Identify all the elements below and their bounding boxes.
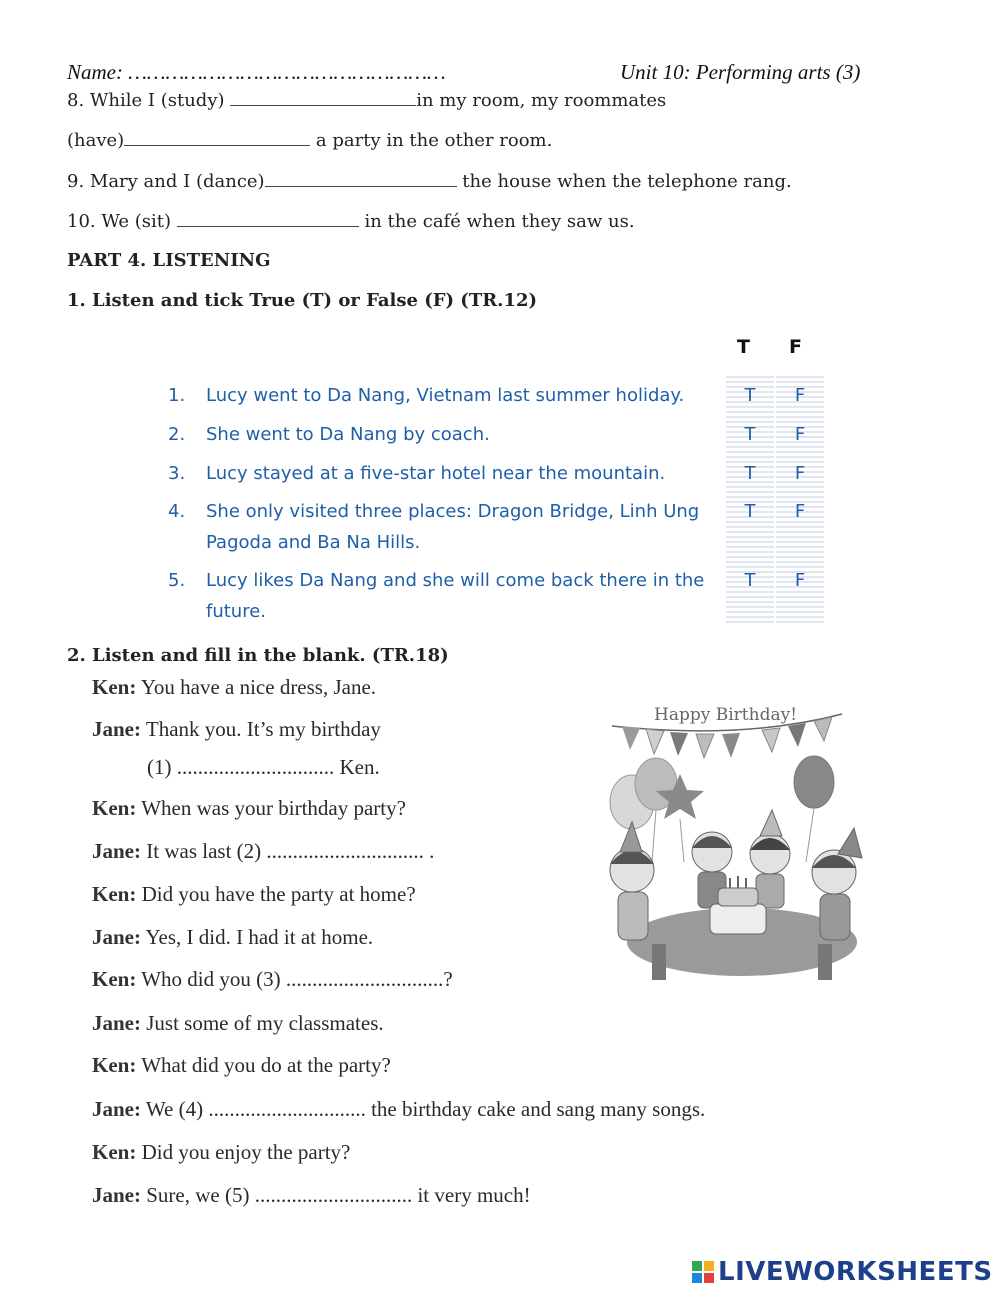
dialogue-line [92, 1011, 384, 1036]
dialogue-line [92, 1140, 350, 1165]
answer-blank-8b[interactable] [124, 129, 310, 146]
question-8-line-2 [67, 129, 552, 151]
dialogue-text: We (4) .............................. the birthday cake and sang many songs. [145, 1097, 706, 1121]
speaker-label: Ken: [92, 1140, 137, 1164]
question-8-line-1 [67, 89, 666, 111]
speaker-label: Ken: [92, 1053, 137, 1077]
tf-item-2 [168, 424, 490, 445]
tf-item-text: She went to Da Nang by coach. [206, 424, 490, 445]
dialogue-line [92, 675, 376, 700]
tf-item-text: Lucy likes Da Nang and she will come back there in the [206, 570, 705, 591]
balloon [794, 756, 834, 808]
dialogue-text: Yes, I did. I had it at home. [145, 925, 374, 949]
speaker-label: Jane: [92, 1097, 141, 1121]
question-10-text-b: in the café when they saw us. [358, 211, 635, 232]
dialogue-text: Who did you (3) ..............................? [141, 967, 453, 991]
dialogue-text: Thank you. It’s my birthday [145, 717, 381, 741]
answer-blank-10[interactable] [177, 210, 359, 227]
tf-item-2-false-option[interactable]: F [794, 424, 806, 445]
speaker-label: Jane: [92, 717, 141, 741]
speaker-label: Ken: [92, 675, 137, 699]
dialogue-line-blank-3[interactable] [92, 967, 453, 992]
banner-text: Happy Birthday! [654, 705, 798, 725]
tf-item-4-continuation: Pagoda and Ba Na Hills. [206, 532, 421, 553]
question-8-text-b: in my room, my roommates [416, 90, 667, 111]
exercise-1-title: 1. Listen and tick True (T) or False (F) (TR.12) [67, 290, 538, 311]
birthday-party-illustration [592, 692, 892, 992]
tf-item-number: 1. [168, 385, 186, 406]
answer-blank-8a[interactable] [230, 89, 416, 106]
tf-item-text: She only visited three places: Dragon Bridge, Linh Ung [206, 501, 700, 522]
unit-title: Unit 10: Performing arts (3) [620, 60, 861, 84]
speaker-label: Jane: [92, 839, 141, 863]
dialogue-line-blank-2[interactable] [92, 839, 434, 864]
dialogue-text: When was your birthday party? [141, 796, 406, 820]
dialogue-text: It was last (2) .............................. . [146, 839, 435, 863]
tf-item-number: 2. [168, 424, 186, 445]
tf-item-1-false-option[interactable]: F [794, 385, 806, 406]
dialogue-line-blank-1[interactable] [147, 755, 380, 780]
tf-item-text: Lucy went to Da Nang, Vietnam last summer holiday. [206, 385, 685, 406]
dialogue-text: Sure, we (5) .............................. it very much! [146, 1183, 531, 1207]
child-figure-right [812, 828, 862, 940]
dialogue-line [92, 882, 416, 907]
dialogue-text: (1) .............................. Ken. [147, 755, 380, 779]
tf-item-number: 4. [168, 501, 186, 522]
liveworksheets-logo-icon [692, 1261, 714, 1283]
name-field-label: Name: …………………………………………… [67, 60, 446, 84]
liveworksheets-logo[interactable] [692, 1257, 993, 1287]
dialogue-line [92, 717, 381, 742]
speaker-label: Ken: [92, 967, 137, 991]
tf-item-text: Lucy stayed at a five-star hotel near the mountain. [206, 463, 666, 484]
speaker-label: Jane: [92, 1011, 141, 1035]
question-8-text-a: 8. While I (study) [67, 90, 231, 111]
table-leg [652, 944, 666, 980]
exercise-2-title: 2. Listen and fill in the blank. (TR.18) [67, 645, 449, 666]
tf-item-number: 5. [168, 570, 186, 591]
table-leg [818, 944, 832, 980]
tf-item-2-true-option[interactable]: T [744, 424, 756, 445]
question-9 [67, 170, 792, 192]
tf-item-1 [168, 385, 684, 406]
column-header-false: F [789, 336, 802, 358]
speaker-label: Jane: [92, 925, 141, 949]
dialogue-text: Did you have the party at home? [141, 882, 416, 906]
tf-item-4 [168, 501, 699, 522]
tf-item-1-true-option[interactable]: T [744, 385, 756, 406]
question-9-text-a: 9. Mary and I (dance) [67, 171, 265, 192]
dialogue-line [92, 1053, 391, 1078]
dialogue-line-blank-4[interactable] [92, 1097, 705, 1122]
answer-blank-9[interactable] [265, 170, 457, 187]
dialogue-line [92, 796, 406, 821]
column-header-true: T [737, 336, 750, 358]
question-8-text-c: (have) [67, 130, 125, 151]
question-10 [67, 210, 635, 232]
speaker-label: Ken: [92, 796, 137, 820]
dialogue-line-blank-5[interactable] [92, 1183, 531, 1208]
question-10-text-a: 10. We (sit) [67, 211, 177, 232]
tf-item-3-true-option[interactable]: T [744, 463, 756, 484]
speaker-label: Jane: [92, 1183, 141, 1207]
tf-item-5 [168, 570, 704, 591]
tf-item-5-true-option[interactable]: T [744, 570, 756, 591]
dialogue-text: What did you do at the party? [141, 1053, 391, 1077]
dialogue-text: Did you enjoy the party? [141, 1140, 351, 1164]
tf-item-5-false-option[interactable]: F [794, 570, 806, 591]
tf-item-5-continuation: future. [206, 601, 267, 622]
tf-item-number: 3. [168, 463, 186, 484]
dialogue-line [92, 925, 373, 950]
tf-item-3-false-option[interactable]: F [794, 463, 806, 484]
question-9-text-b: the house when the telephone rang. [456, 171, 792, 192]
dialogue-text: Just some of my classmates. [146, 1011, 384, 1035]
child-figure-left [610, 822, 654, 940]
tf-item-4-true-option[interactable]: T [744, 501, 756, 522]
liveworksheets-logo-text: LIVEWORKSHEETS [718, 1257, 993, 1287]
speaker-label: Ken: [92, 882, 137, 906]
tf-item-3 [168, 463, 665, 484]
question-8-text-d: a party in the other room. [310, 130, 553, 151]
dialogue-text: You have a nice dress, Jane. [140, 675, 377, 699]
part-4-title: PART 4. LISTENING [67, 250, 271, 271]
tf-item-4-false-option[interactable]: F [794, 501, 806, 522]
